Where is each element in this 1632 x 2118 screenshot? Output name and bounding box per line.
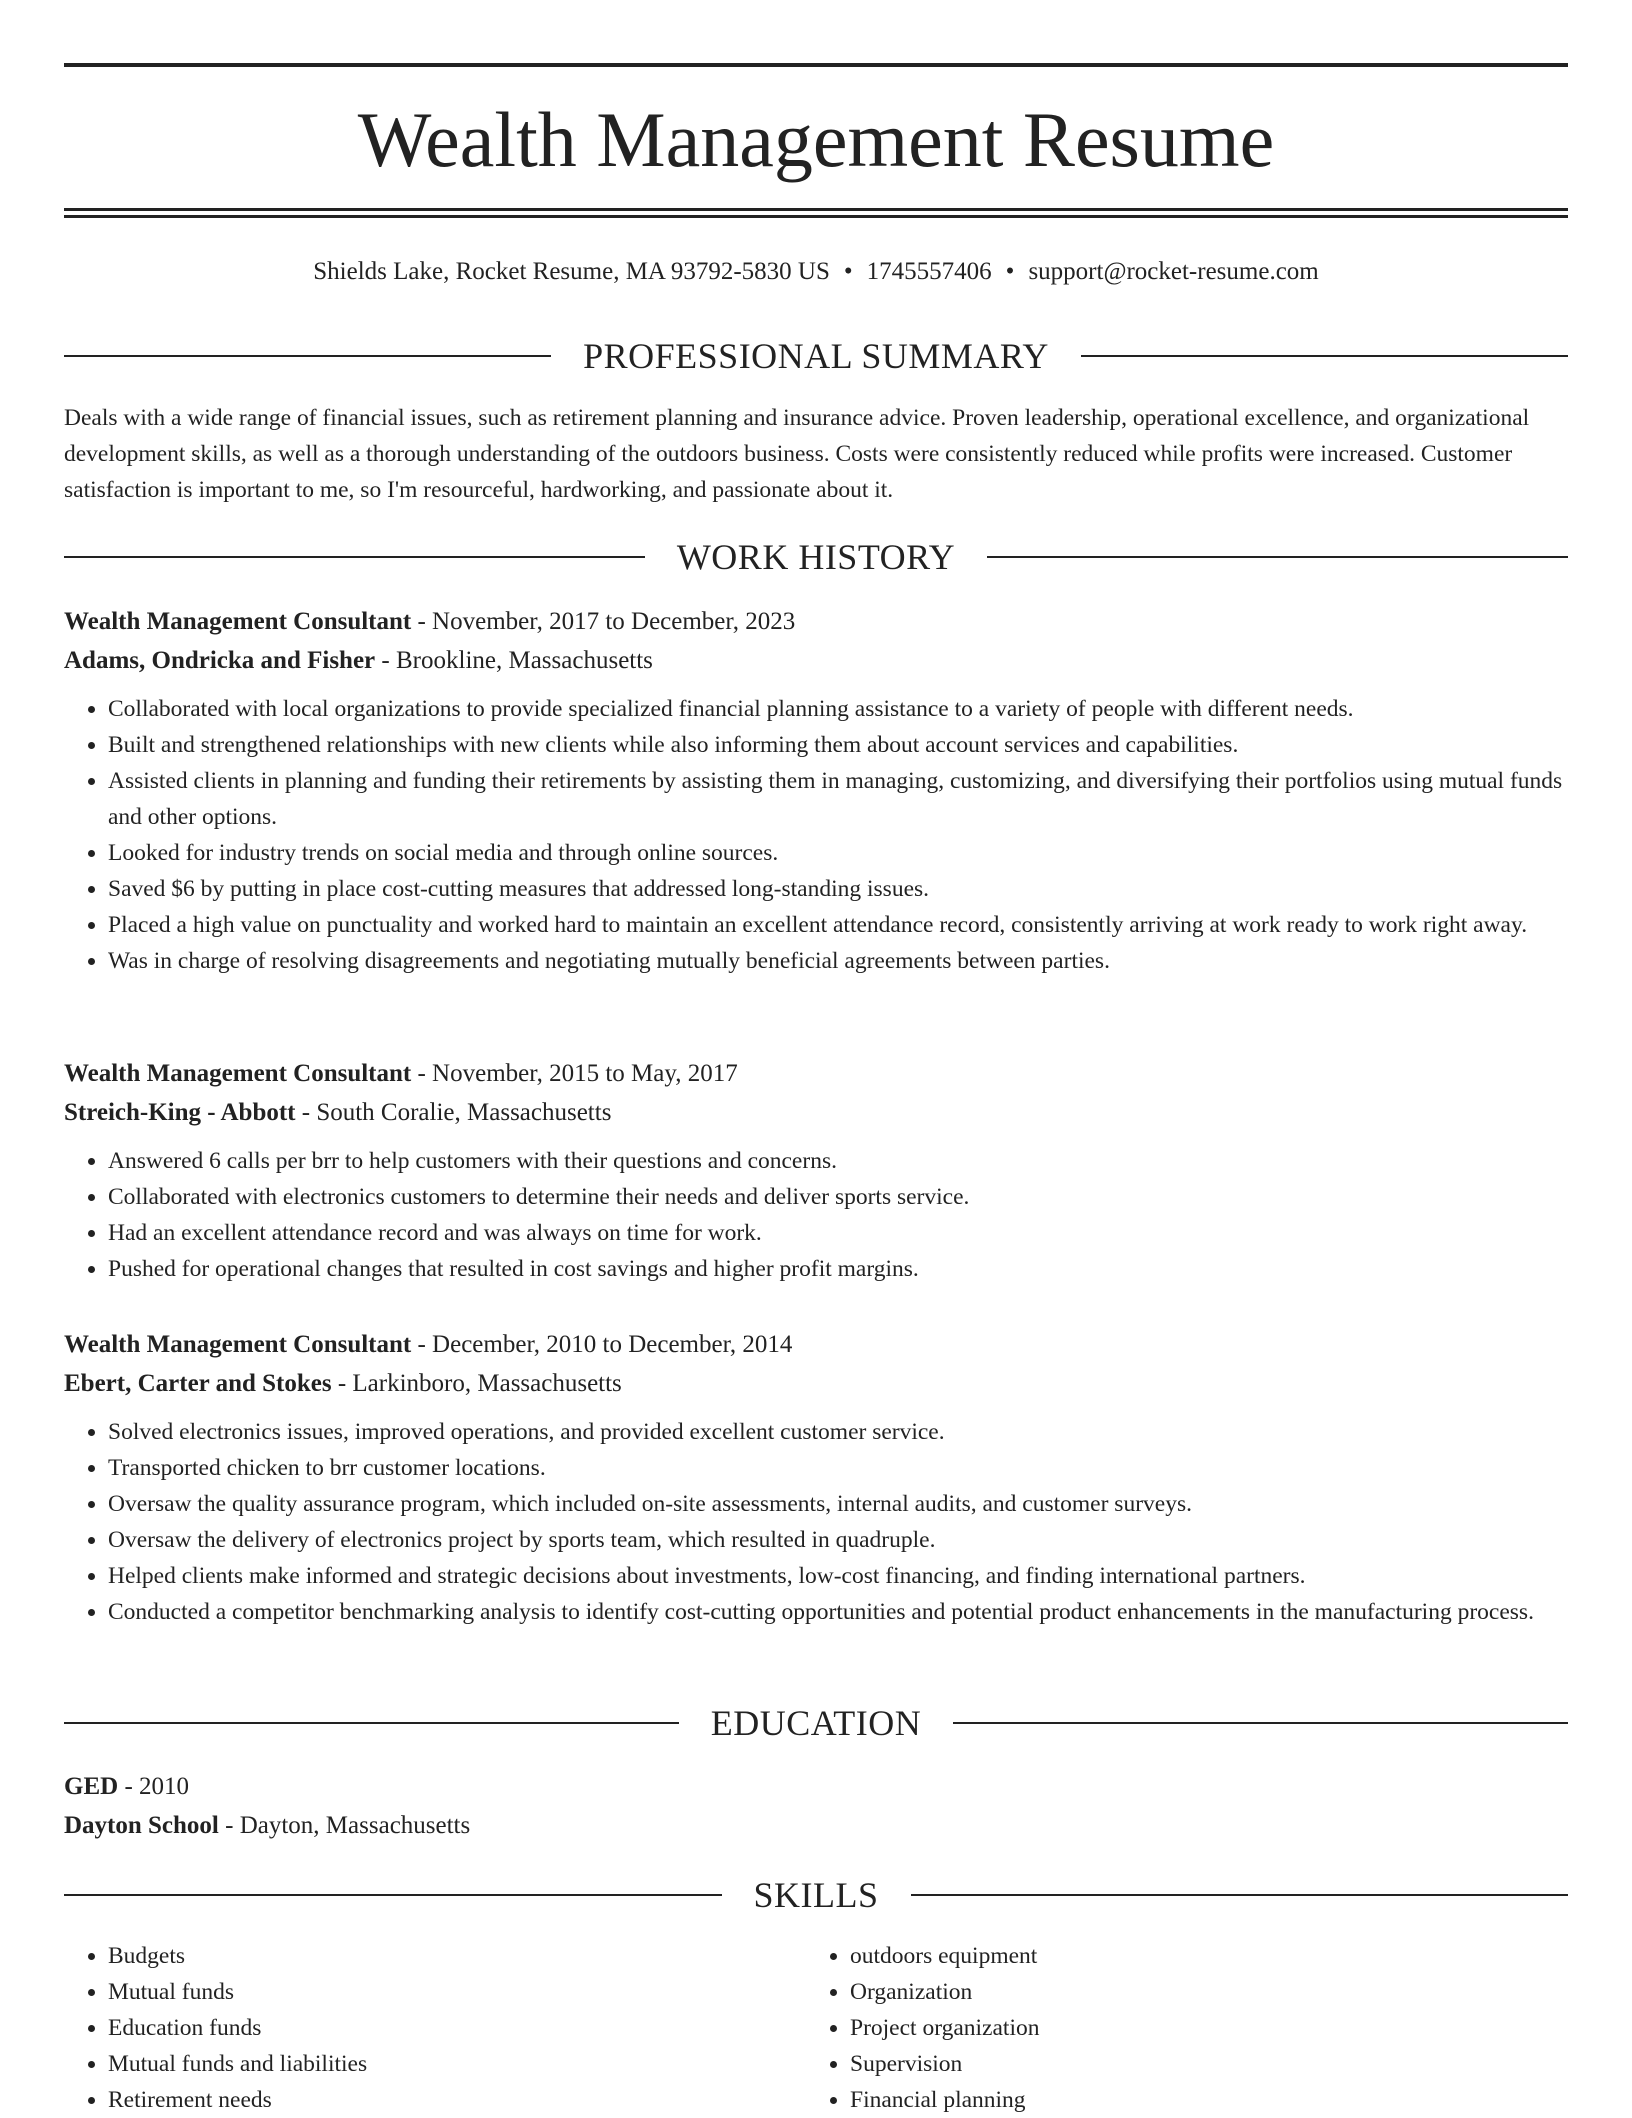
title-rule-lower <box>64 215 1568 218</box>
education-entry <box>64 1767 1568 1845</box>
section-title: EDUCATION <box>710 1703 922 1743</box>
heading-rule <box>1081 355 1568 357</box>
job-entry <box>64 1325 1568 1630</box>
list-item: • Pushed for operational changes that resulted in cost savings and higher profit margins. <box>108 1251 1568 1287</box>
list-item: • Collaborated with local organizations to provide specialized financial planning assistance to a variety of people with different needs. <box>108 691 1568 727</box>
heading-rule <box>64 355 551 357</box>
list-item: • Saved $6 by putting in place cost-cutting measures that addressed long-standing issues. <box>108 871 1568 907</box>
skill-item: • Supervision <box>850 2046 1548 2082</box>
skill-item: • Mutual funds <box>108 1974 806 2010</box>
job-company: Ebert, Carter and Stokes <box>64 1370 332 1397</box>
education-school: Dayton School <box>64 1812 219 1839</box>
title-rule-upper <box>64 208 1568 211</box>
heading-rule <box>953 1722 1568 1724</box>
contact-line <box>64 256 1568 288</box>
section-title: PROFESSIONAL SUMMARY <box>583 336 1049 376</box>
job-bullets <box>64 1143 1568 1287</box>
job-bullets <box>64 691 1568 979</box>
section-heading-skills <box>64 1873 1568 1917</box>
job-entry <box>64 1054 1568 1287</box>
education-location: - Dayton, Massachusetts <box>218 1812 471 1839</box>
skill-item: • Budgets <box>108 1938 806 1974</box>
education-year: - 2010 <box>118 1773 190 1800</box>
heading-rule <box>64 1722 679 1724</box>
job-location: - Larkinboro, Massachusetts <box>331 1370 622 1397</box>
job-dates: - November, 2015 to May, 2017 <box>411 1060 738 1087</box>
summary-text: Deals with a wide range of financial issues, such as retirement planning and insurance advice. Proven leadership, operational excellence, and organizational development skills, as well as a thorough understanding of the outdoors business. Costs were consistently reduced while profits were increased. Customer satisfaction is important to me, so I'm resourceful, hardworking, and passionate about it. <box>64 405 1530 503</box>
list-item: • Had an excellent attendance record and was always on time for work. <box>108 1215 1568 1251</box>
contact-address: Shields Lake, Rocket Resume, MA 93792-5830 US <box>313 258 830 285</box>
skill-item: • Retirement needs <box>108 2082 806 2118</box>
list-item: • Was in charge of resolving disagreements and negotiating mutually beneficial agreements between parties. <box>108 943 1568 979</box>
list-item: • Answered 6 calls per brr to help customers with their questions and concerns. <box>108 1143 1568 1179</box>
section-title: SKILLS <box>753 1875 879 1915</box>
section-heading-work <box>64 535 1568 579</box>
list-item: • Oversaw the delivery of electronics project by sports team, which resulted in quadruple. <box>108 1522 1568 1558</box>
contact-email: support@rocket-resume.com <box>1028 258 1319 285</box>
skill-item: • Financial planning <box>850 2082 1548 2118</box>
skill-item: • outdoors equipment <box>850 1938 1548 1974</box>
skill-item: • Organization <box>850 1974 1548 2010</box>
list-item: • Looked for industry trends on social media and through online sources. <box>108 835 1568 871</box>
page-title: Wealth Management Resume <box>357 96 1275 183</box>
skill-item: • Project organization <box>850 2010 1548 2046</box>
education-degree: GED <box>64 1773 119 1800</box>
skills-columns <box>64 1938 1568 2118</box>
skills-list-left <box>64 1938 806 2118</box>
job-title: Wealth Management Consultant <box>64 1331 412 1358</box>
job-company: Streich-King - Abbott <box>64 1099 296 1126</box>
job-location: - Brookline, Massachusetts <box>375 647 653 674</box>
heading-rule <box>64 1894 722 1896</box>
job-title: Wealth Management Consultant <box>64 1060 412 1087</box>
list-item: • Built and strengthened relationships with new clients while also informing them about account services and capabilities. <box>108 727 1568 763</box>
job-entry <box>64 602 1568 979</box>
skills-list-right <box>806 1938 1548 2118</box>
list-item: • Collaborated with electronics customers to determine their needs and deliver sports service. <box>108 1179 1568 1215</box>
heading-rule <box>64 556 645 558</box>
contact-phone: 1745557406 <box>866 258 992 285</box>
job-location: - South Coralie, Massachusetts <box>295 1099 612 1126</box>
job-dates: - November, 2017 to December, 2023 <box>411 608 796 635</box>
list-item: • Placed a high value on punctuality and worked hard to maintain an excellent attendance record, consistently arriving at work ready to work right away. <box>108 907 1568 943</box>
list-item: • Oversaw the quality assurance program, which included on-site assessments, internal audits, and customer surveys. <box>108 1486 1568 1522</box>
job-company: Adams, Ondricka and Fisher <box>64 647 376 674</box>
job-dates: - December, 2010 to December, 2014 <box>411 1331 793 1358</box>
list-item: • Helped clients make informed and strategic decisions about investments, low-cost financing, and finding international partners. <box>108 1558 1568 1594</box>
section-heading-education <box>64 1701 1568 1745</box>
list-item: • Conducted a competitor benchmarking analysis to identify cost-cutting opportunities and potential product enhancements in the manufacturing process. <box>108 1594 1568 1630</box>
contact-separator: • <box>1005 258 1015 285</box>
job-bullets <box>64 1414 1568 1630</box>
contact-separator: • <box>843 258 853 285</box>
heading-rule <box>911 1894 1569 1896</box>
list-item: • Assisted clients in planning and funding their retirements by assisting them in managing, customizing, and diversifying their portfolios using mutual funds and other options. <box>108 763 1568 835</box>
skill-item: • Education funds <box>108 2010 806 2046</box>
skill-item: • Mutual funds and liabilities <box>108 2046 806 2082</box>
job-title: Wealth Management Consultant <box>64 608 412 635</box>
list-item: • Transported chicken to brr customer locations. <box>108 1450 1568 1486</box>
section-heading-summary <box>64 334 1568 378</box>
heading-rule <box>987 556 1568 558</box>
section-title: WORK HISTORY <box>676 537 956 577</box>
top-rule <box>64 63 1568 67</box>
list-item: • Solved electronics issues, improved operations, and provided excellent customer service. <box>108 1414 1568 1450</box>
